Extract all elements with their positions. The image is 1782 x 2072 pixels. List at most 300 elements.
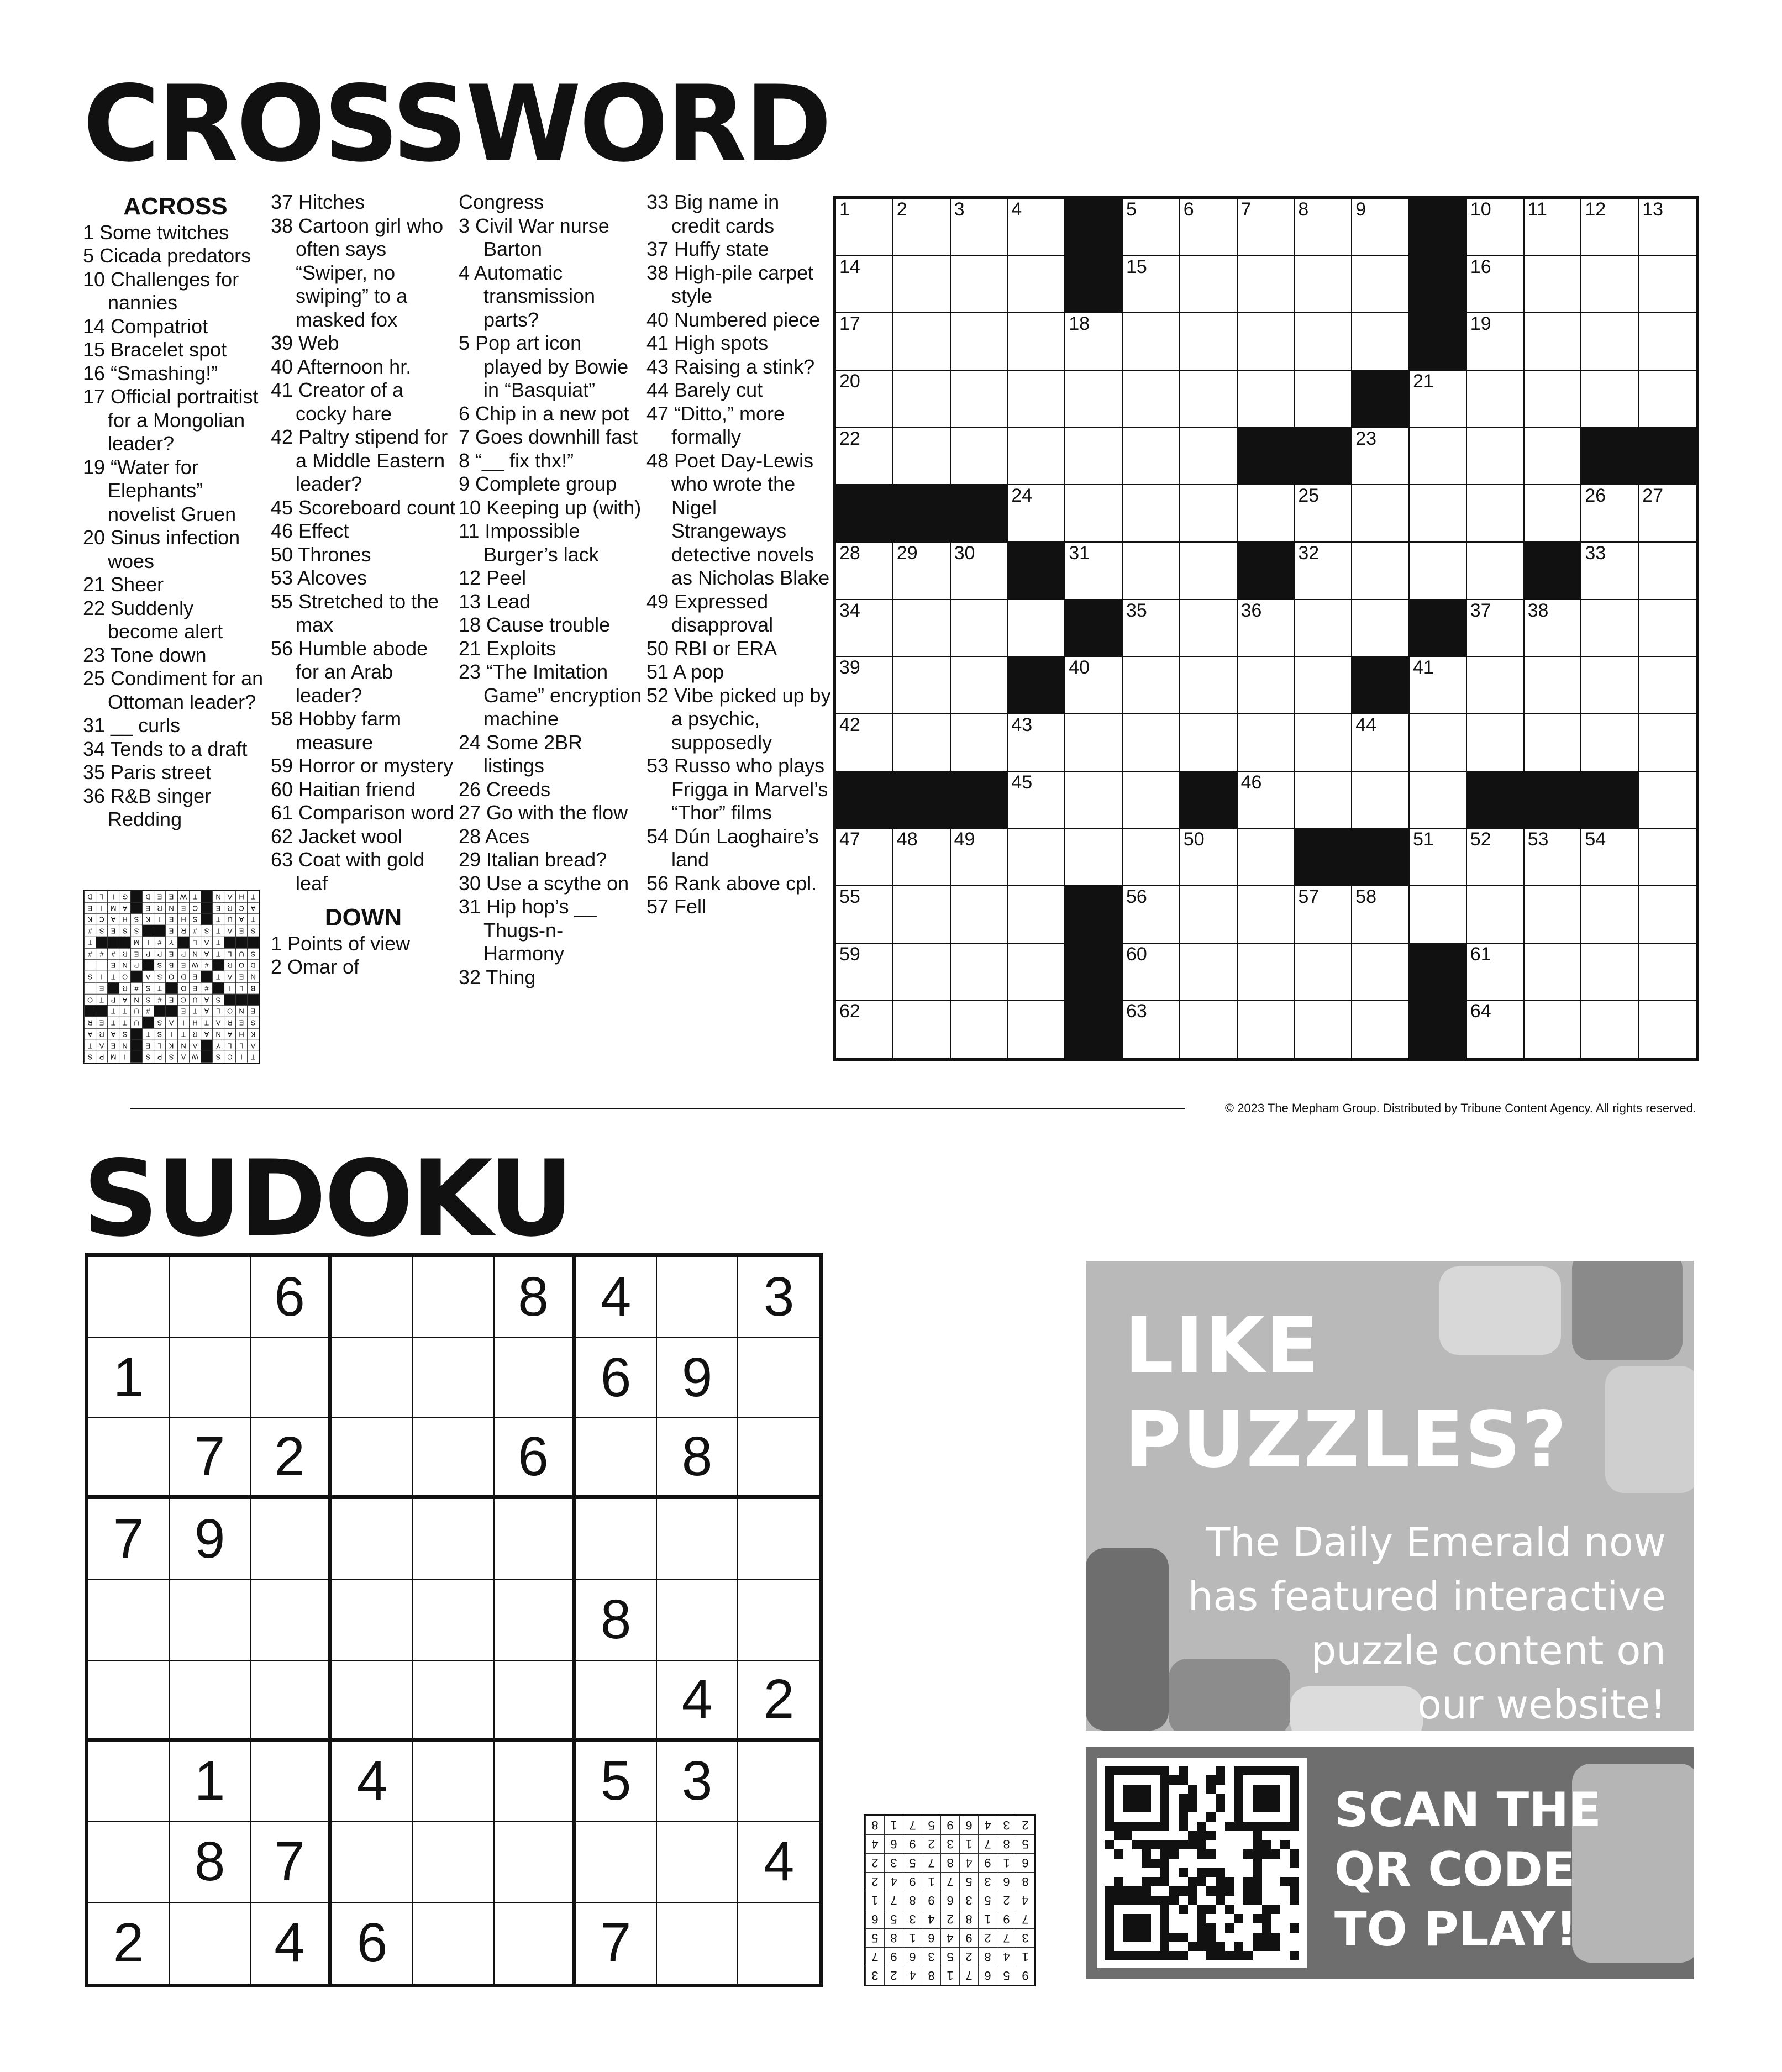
answer-cell: I: [107, 891, 119, 902]
crossword-cell: [1065, 543, 1123, 600]
qr-code-icon[interactable]: [1097, 1758, 1307, 1968]
crossword-cell: [1238, 199, 1295, 256]
answer-black-cell: [107, 982, 119, 994]
sudoku-cell[interactable]: [738, 1580, 819, 1660]
sudoku-answer-cell: 1: [959, 1834, 978, 1853]
answer-black-cell: [142, 1017, 154, 1028]
qr-module: [1132, 1923, 1142, 1933]
sudoku-cell[interactable]: [251, 1499, 332, 1580]
crossword-cell: [1008, 600, 1065, 658]
answer-cell: E: [142, 1040, 154, 1051]
crossword-cell: [1525, 600, 1582, 658]
clue-number: 37: [1470, 599, 1491, 621]
sudoku-cell[interactable]: [657, 1499, 738, 1580]
sudoku-cell[interactable]: [170, 1580, 251, 1660]
sudoku-cell[interactable]: 7: [251, 1822, 332, 1903]
qr-module: [1132, 1822, 1142, 1831]
answer-cell: U: [189, 994, 201, 1006]
answer-cell: E: [235, 925, 247, 937]
sudoku-cell[interactable]: [251, 1742, 332, 1822]
crossword-cell: [1581, 543, 1639, 600]
sudoku-cell[interactable]: [576, 1418, 657, 1499]
sudoku-cell[interactable]: [413, 1580, 495, 1660]
crossword-black-cell: [836, 485, 893, 543]
answer-cell: M: [107, 902, 119, 914]
sudoku-answer-cell: 7: [997, 1928, 1016, 1947]
answer-cell: U: [235, 948, 247, 960]
sudoku-cell[interactable]: 3: [657, 1742, 738, 1822]
answer-cell: L: [212, 1005, 224, 1017]
clue-number: 34: [839, 599, 860, 621]
sudoku-cell[interactable]: 2: [738, 1661, 819, 1742]
qr-module: [1123, 1794, 1133, 1803]
crossword-cell: [893, 543, 951, 600]
qr-module: [1253, 1775, 1262, 1785]
crossword-cell: [1238, 313, 1295, 371]
qr-module: [1160, 1923, 1170, 1933]
qr-module: [1243, 1775, 1253, 1785]
sudoku-cell[interactable]: [576, 1661, 657, 1742]
sudoku-cell[interactable]: 6: [576, 1338, 657, 1418]
crossword-cell: [1639, 657, 1696, 714]
crossword-black-cell: [1410, 600, 1467, 658]
qr-module: [1271, 1775, 1281, 1785]
sudoku-cell[interactable]: 7: [576, 1903, 657, 1984]
crossword-cell: [1352, 313, 1410, 371]
sudoku-cell[interactable]: [495, 1742, 576, 1822]
sudoku-cell[interactable]: [738, 1742, 819, 1822]
sudoku-cell[interactable]: 1: [170, 1742, 251, 1822]
sudoku-cell[interactable]: 6: [495, 1418, 576, 1499]
sudoku-cell[interactable]: [251, 1580, 332, 1660]
crossword-cell: [1467, 657, 1525, 714]
qr-module: [1160, 1859, 1170, 1868]
crossword-black-cell: [1238, 543, 1295, 600]
crossword-cell: [1581, 657, 1639, 714]
crossword-cell: [1238, 485, 1295, 543]
answer-cell: G: [119, 891, 130, 902]
answer-cell: C: [224, 1051, 235, 1063]
qr-module: [1225, 1923, 1234, 1933]
sudoku-cell[interactable]: [576, 1822, 657, 1903]
clue: 53 Russo who plays Frigga in Marvel’s “Thor” films: [646, 754, 828, 824]
crossword-cell: [1238, 256, 1295, 314]
clue: 8 “__ fix thx!”: [459, 449, 574, 472]
qr-module: [1225, 1822, 1234, 1831]
sudoku-cell[interactable]: [251, 1338, 332, 1418]
qr-module: [1160, 1905, 1170, 1914]
qr-module: [1123, 1933, 1133, 1942]
answer-cell: D: [84, 891, 96, 902]
sudoku-cell[interactable]: [413, 1742, 495, 1822]
crossword-black-cell: [1238, 428, 1295, 486]
qr-module: [1142, 1859, 1151, 1868]
sudoku-cell[interactable]: 1: [88, 1338, 170, 1418]
clue-number: 12: [1585, 199, 1606, 220]
sudoku-cell[interactable]: 7: [88, 1499, 170, 1580]
promo-body-line-1: The Daily Emerald now: [1206, 1519, 1666, 1565]
qr-module: [1160, 1877, 1170, 1886]
clue: 21 Sheer: [83, 573, 164, 596]
qr-module: [1123, 1822, 1133, 1831]
clue: 10 Keeping up (with): [459, 496, 642, 519]
sudoku-cell[interactable]: 6: [251, 1257, 332, 1338]
crossword-cell: [1180, 428, 1238, 486]
sudoku-cell[interactable]: [88, 1742, 170, 1822]
answer-black-cell: [130, 891, 142, 902]
sudoku-answer-cell: 1: [922, 1872, 940, 1891]
crossword-cell: [1123, 600, 1180, 658]
qr-module: [1216, 1803, 1225, 1812]
promo-cta-panel: [1086, 1747, 1694, 1979]
answer-cell: L: [235, 1040, 247, 1051]
qr-module: [1197, 1859, 1207, 1868]
qr-module: [1206, 1951, 1216, 1960]
clue: 37 Huffy state: [646, 238, 769, 260]
sudoku-answer-cell: 1: [884, 1816, 903, 1834]
qr-module: [1225, 1942, 1234, 1951]
clue-number: 21: [1413, 370, 1434, 392]
crossword-cell: [893, 657, 951, 714]
qr-module: [1114, 1905, 1123, 1914]
qr-module: [1290, 1831, 1299, 1840]
answer-cell: I: [165, 1028, 177, 1040]
qr-module: [1262, 1785, 1271, 1794]
sudoku-cell[interactable]: 9: [657, 1338, 738, 1418]
answer-cell: A: [224, 891, 235, 902]
sudoku-answer-cell: 8: [997, 1834, 1016, 1853]
qr-module: [1114, 1849, 1123, 1859]
sudoku-cell[interactable]: [88, 1418, 170, 1499]
answer-cell: D: [177, 982, 189, 994]
sudoku-cell[interactable]: [738, 1338, 819, 1418]
clue-number: 23: [1355, 428, 1377, 449]
sudoku-cell[interactable]: [413, 1418, 495, 1499]
crossword-cell: [1180, 1001, 1238, 1058]
sudoku-cell[interactable]: 3: [738, 1257, 819, 1338]
answer-cell: T: [177, 1028, 189, 1040]
crossword-black-cell: [1410, 313, 1467, 371]
sudoku-answer-cell: 7: [884, 1891, 903, 1910]
sudoku-cell[interactable]: 4: [738, 1822, 819, 1903]
sudoku-cell[interactable]: [170, 1661, 251, 1742]
sudoku-cell[interactable]: 2: [251, 1418, 332, 1499]
qr-module: [1105, 1942, 1114, 1951]
qr-module: [1142, 1923, 1151, 1933]
sudoku-answer-cell: 5: [903, 1853, 922, 1872]
clue-number: 15: [1126, 256, 1147, 277]
answer-cell: E: [235, 971, 247, 982]
sudoku-answer-cell: 1: [997, 1853, 1016, 1872]
qr-module: [1160, 1766, 1170, 1775]
qr-module: [1151, 1822, 1160, 1831]
clue-number: 53: [1527, 829, 1549, 850]
qr-module: [1142, 1942, 1151, 1951]
qr-module: [1123, 1868, 1133, 1877]
qr-module: [1234, 1822, 1244, 1831]
sudoku-cell[interactable]: [495, 1580, 576, 1660]
sudoku-cell[interactable]: [738, 1418, 819, 1499]
crossword-cell: [836, 657, 893, 714]
answer-cell: C: [96, 913, 107, 925]
sudoku-cell[interactable]: 9: [170, 1499, 251, 1580]
answer-black-cell: [119, 937, 130, 948]
sudoku-answer-cell: 3: [884, 1853, 903, 1872]
clue: 31 Hip hop’s __ Thugs-n-Harmony: [459, 895, 597, 965]
sudoku-answer-cell: 7: [1016, 1910, 1034, 1928]
down-heading: DOWN: [324, 904, 402, 931]
qr-module: [1197, 1775, 1207, 1785]
sudoku-cell[interactable]: [495, 1903, 576, 1984]
clue-number: 54: [1585, 829, 1606, 850]
qr-module: [1179, 1785, 1188, 1794]
qr-module: [1216, 1831, 1225, 1840]
answer-cell: E: [165, 891, 177, 902]
qr-module: [1234, 1831, 1244, 1840]
qr-module: [1290, 1803, 1299, 1812]
clue: 36 R&B singer Redding: [83, 784, 212, 830]
crossword-black-cell: [893, 772, 951, 829]
clue: 1 Some twitches: [83, 220, 229, 244]
qr-module: [1123, 1812, 1133, 1822]
clue: 30 Use a scythe on: [459, 871, 629, 895]
sudoku-cell[interactable]: [332, 1338, 413, 1418]
sudoku-cell[interactable]: [88, 1580, 170, 1660]
answer-black-cell: [212, 982, 224, 994]
answer-cell: R: [189, 1028, 201, 1040]
sudoku-cell[interactable]: [88, 1822, 170, 1903]
qr-module: [1234, 1942, 1244, 1951]
clue-number: 60: [1126, 943, 1147, 965]
sudoku-cell[interactable]: [88, 1661, 170, 1742]
sudoku-cell[interactable]: 5: [576, 1742, 657, 1822]
answer-black-cell: [142, 959, 154, 971]
qr-module: [1280, 1785, 1290, 1794]
crossword-cell: [1295, 485, 1352, 543]
qr-module: [1234, 1877, 1244, 1886]
sudoku-cell[interactable]: [332, 1580, 413, 1660]
answer-black-cell: [224, 937, 235, 948]
answer-cell: E: [189, 971, 201, 982]
answer-cell: A: [189, 1040, 201, 1051]
crossword-cell: [1123, 199, 1180, 256]
clue-number: 48: [896, 829, 918, 850]
qr-module: [1243, 1849, 1253, 1859]
qr-module: [1262, 1849, 1271, 1859]
crossword-cell: [893, 313, 951, 371]
qr-module: [1216, 1886, 1225, 1896]
answer-cell: D: [247, 959, 259, 971]
crossword-cell: [1639, 485, 1696, 543]
sudoku-answer-cell: 6: [865, 1910, 884, 1928]
clue-number: 39: [839, 657, 860, 679]
qr-module: [1253, 1766, 1262, 1775]
qr-module: [1179, 1812, 1188, 1822]
crossword-cell: [1295, 944, 1352, 1001]
qr-module: [1262, 1877, 1271, 1886]
sudoku-cell[interactable]: [170, 1257, 251, 1338]
qr-module: [1243, 1812, 1253, 1822]
crossword-cell: [1180, 371, 1238, 428]
answer-cell: #: [154, 994, 165, 1006]
qr-module: [1243, 1905, 1253, 1914]
qr-module: [1160, 1785, 1170, 1794]
sudoku-cell[interactable]: [332, 1822, 413, 1903]
answer-cell: N: [119, 1040, 130, 1051]
qr-module: [1290, 1886, 1299, 1896]
qr-module: [1123, 1914, 1133, 1923]
qr-module: [1225, 1877, 1234, 1886]
crossword-black-cell: [1352, 657, 1410, 714]
sudoku-cell[interactable]: [170, 1338, 251, 1418]
clue-number: 22: [839, 428, 860, 449]
crossword-cell: [1238, 886, 1295, 944]
qr-module: [1169, 1840, 1179, 1849]
qr-module: [1280, 1905, 1290, 1914]
answer-black-cell: [130, 1028, 142, 1040]
sudoku-cell[interactable]: [576, 1499, 657, 1580]
qr-module: [1206, 1812, 1216, 1822]
sudoku-cell[interactable]: [170, 1903, 251, 1984]
qr-module: [1169, 1775, 1179, 1785]
sudoku-cell[interactable]: [413, 1661, 495, 1742]
clue-number: 13: [1642, 199, 1664, 220]
qr-module: [1114, 1785, 1123, 1794]
qr-module: [1271, 1849, 1281, 1859]
sudoku-answer-cell: 3: [940, 1834, 959, 1853]
sudoku-cell[interactable]: 6: [332, 1903, 413, 1984]
sudoku-cell[interactable]: 2: [88, 1903, 170, 1984]
crossword-black-cell: [1581, 772, 1639, 829]
sudoku-answer-cell: 3: [865, 1966, 884, 1985]
answer-black-cell: [165, 982, 177, 994]
sudoku-cell[interactable]: 4: [332, 1742, 413, 1822]
clue: 58 Hobby farm measure: [271, 707, 402, 754]
sudoku-cell[interactable]: [495, 1338, 576, 1418]
sudoku-cell[interactable]: 8: [170, 1822, 251, 1903]
answer-cell: A: [107, 913, 119, 925]
crossword-cell: [893, 199, 951, 256]
qr-module: [1179, 1840, 1188, 1849]
sudoku-cell[interactable]: [495, 1661, 576, 1742]
sudoku-cell[interactable]: [657, 1580, 738, 1660]
qr-module: [1160, 1942, 1170, 1951]
sudoku-cell[interactable]: 4: [657, 1661, 738, 1742]
sudoku-cell[interactable]: [495, 1499, 576, 1580]
sudoku-answer-cell: 4: [884, 1872, 903, 1891]
sudoku-cell[interactable]: [413, 1257, 495, 1338]
sudoku-cell[interactable]: [413, 1338, 495, 1418]
crossword-cell: [1180, 886, 1238, 944]
crossword-cell: [1410, 772, 1467, 829]
sudoku-grid: [85, 1253, 823, 1987]
qr-module: [1290, 1859, 1299, 1868]
sudoku-cell[interactable]: [413, 1822, 495, 1903]
qr-module: [1123, 1840, 1133, 1849]
answer-cell: R: [224, 1017, 235, 1028]
qr-module: [1179, 1951, 1188, 1960]
sudoku-cell[interactable]: [413, 1903, 495, 1984]
clue-number: 56: [1126, 886, 1147, 907]
answer-cell: W: [189, 1051, 201, 1063]
qr-module: [1179, 1896, 1188, 1905]
sudoku-cell[interactable]: [88, 1257, 170, 1338]
answer-cell: E: [247, 1005, 259, 1017]
crossword-cell: [1639, 886, 1696, 944]
sudoku-cell[interactable]: [657, 1903, 738, 1984]
crossword-cell: [1352, 485, 1410, 543]
qr-module: [1206, 1905, 1216, 1914]
sudoku-cell[interactable]: 8: [576, 1580, 657, 1660]
crossword-cell: [1525, 371, 1582, 428]
answer-cell: S: [247, 948, 259, 960]
crossword-cell: [1295, 1001, 1352, 1058]
crossword-cell: [1180, 543, 1238, 600]
sudoku-cell[interactable]: 4: [251, 1903, 332, 1984]
clue: 48 Poet Day-Lewis who wrote the Nigel Strangeways detective novels as Nicholas Blake: [646, 449, 830, 589]
sudoku-cell[interactable]: [657, 1822, 738, 1903]
clue: Congress: [459, 191, 544, 213]
sudoku-cell[interactable]: [332, 1499, 413, 1580]
sudoku-cell[interactable]: 7: [170, 1418, 251, 1499]
sudoku-cell[interactable]: [413, 1499, 495, 1580]
crossword-cell: [1525, 313, 1582, 371]
sudoku-cell[interactable]: [332, 1257, 413, 1338]
crossword-cell: [1581, 886, 1639, 944]
sudoku-cell[interactable]: [738, 1903, 819, 1984]
qr-module: [1188, 1942, 1197, 1951]
qr-module: [1169, 1794, 1179, 1803]
answer-cell: T: [119, 1017, 130, 1028]
qr-module: [1105, 1933, 1114, 1942]
answer-cell: T: [201, 1017, 212, 1028]
sudoku-cell[interactable]: [657, 1257, 738, 1338]
crossword-cell: [1065, 371, 1123, 428]
answer-cell: S: [212, 994, 224, 1006]
qr-module: [1151, 1868, 1160, 1877]
answer-cell: M: [107, 1051, 119, 1063]
crossword-cell: [1180, 313, 1238, 371]
qr-module: [1132, 1896, 1142, 1905]
sudoku-cell[interactable]: 8: [657, 1418, 738, 1499]
sudoku-cell[interactable]: 8: [495, 1257, 576, 1338]
sudoku-cell[interactable]: [495, 1822, 576, 1903]
crossword-cell: [1295, 199, 1352, 256]
clue: 20 Sinus infection woes: [83, 526, 240, 572]
qr-module: [1234, 1951, 1244, 1960]
sudoku-cell[interactable]: [332, 1661, 413, 1742]
crossword-cell: [1581, 829, 1639, 886]
qr-module: [1151, 1942, 1160, 1951]
qr-module: [1271, 1951, 1281, 1960]
sudoku-answer-cell: 9: [978, 1853, 997, 1872]
sudoku-cell[interactable]: 4: [576, 1257, 657, 1338]
sudoku-answer-cell: 6: [903, 1947, 922, 1966]
sudoku-cell[interactable]: [251, 1661, 332, 1742]
clue-number: 36: [1240, 599, 1262, 621]
crossword-cell: [1352, 772, 1410, 829]
qr-module: [1179, 1803, 1188, 1812]
answer-cell: A: [201, 1028, 212, 1040]
crossword-black-cell: [1352, 829, 1410, 886]
crossword-cell: [1065, 485, 1123, 543]
crossword-cell: [1352, 428, 1410, 486]
qr-module: [1169, 1868, 1179, 1877]
qr-module: [1262, 1951, 1271, 1960]
sudoku-cell[interactable]: [332, 1418, 413, 1499]
sudoku-cell[interactable]: [738, 1499, 819, 1580]
across-clues-column-2: [271, 191, 456, 979]
